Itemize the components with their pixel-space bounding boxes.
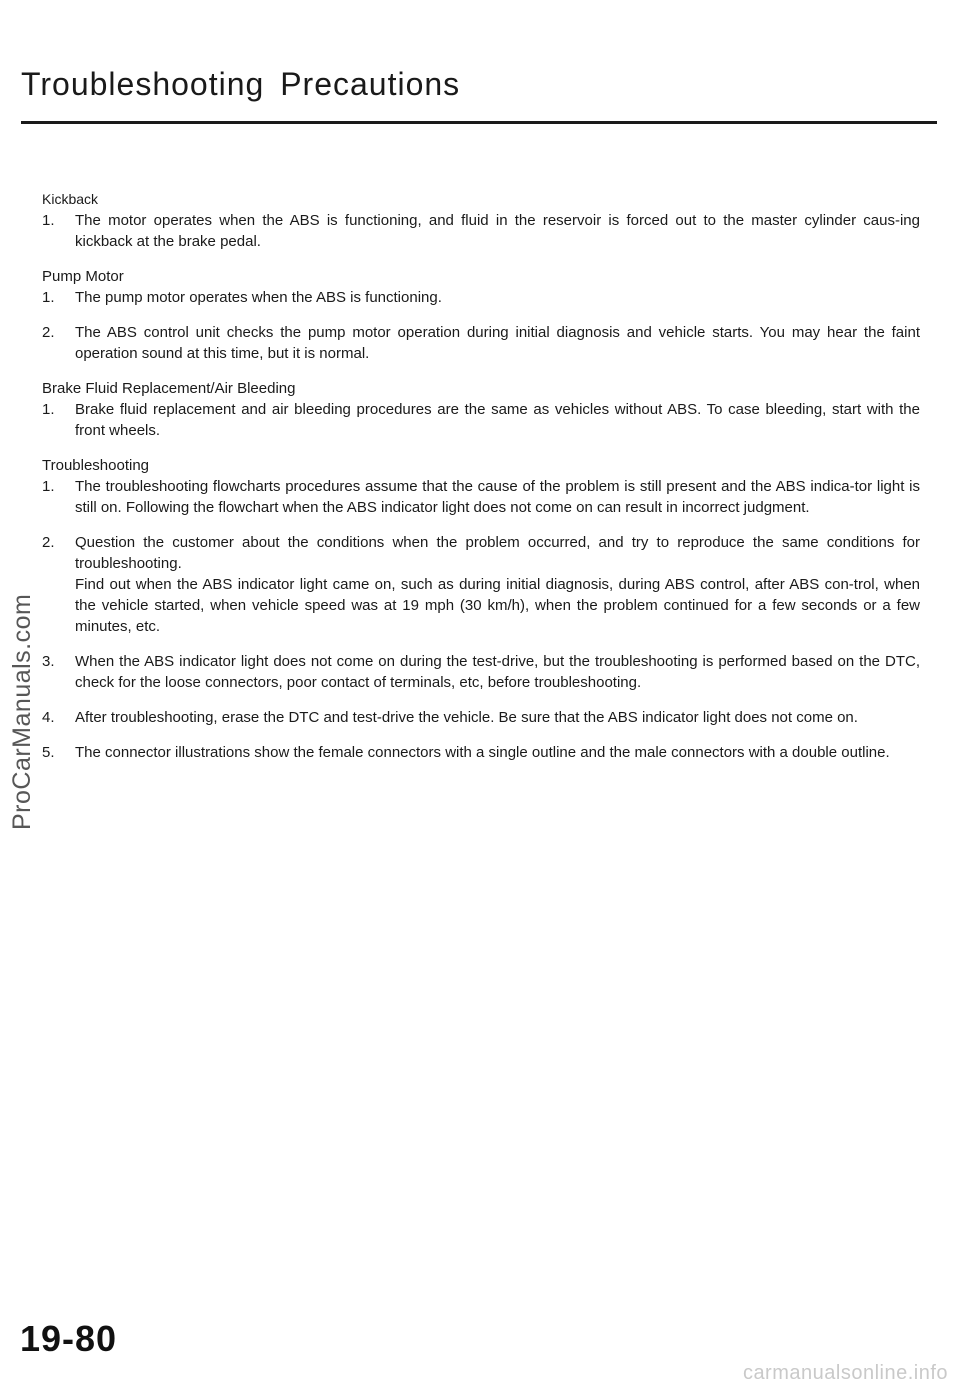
document-body [42,189,920,777]
item-text [75,399,920,441]
item-paragraph: After troubleshooting, erase the DTC and test-drive the vehicle. Be sure that the ABS indicator light does not come on. [75,709,858,726]
item-text [75,476,920,518]
list-item [42,742,920,763]
section [42,378,920,441]
section-heading: Kickback [42,191,99,207]
list-item [42,476,920,518]
item-paragraph: The ABS control unit checks the pump motor operation during initial diagnosis and vehicle starts. You may hear the faint operation sound at this time, but it is normal. [75,324,920,362]
section-heading: Brake Fluid Replacement/Air Bleeding [42,380,296,397]
list-item [42,532,920,637]
list-item [42,651,920,693]
item-number: 1. [42,478,55,495]
item-paragraph: The pump motor operates when the ABS is functioning. [75,289,442,306]
item-paragraph: The connector illustrations show the female connectors with a single outline and the male connectors with a double outline. [75,744,890,761]
item-text [75,742,920,763]
item-paragraph: The troubleshooting flowcharts procedures assume that the cause of the problem is still present and the ABS indica-tor light is still on. Following the flowchart when the ABS indicator light does not come on can result in incorrect judgment. [75,478,920,516]
title-rule [21,121,937,124]
item-text [75,532,920,637]
item-text [75,322,920,364]
section-heading: Troubleshooting [42,457,150,474]
item-paragraph: When the ABS indicator light does not come on during the test-drive, but the troubleshooting is performed based on the DTC, check for the loose connectors, poor contact of terminals, etc, before troubleshooting. [75,653,920,691]
item-paragraph: The motor operates when the ABS is functioning, and fluid in the reservoir is forced out to the master cylinder caus-ing kickback at the brake pedal. [75,212,920,250]
item-number: 3. [42,653,55,670]
footer-site-link[interactable]: carmanualsonline.info [742,1362,948,1384]
item-number: 2. [42,534,55,551]
item-text [75,210,920,252]
item-paragraph: Find out when the ABS indicator light came on, such as during initial diagnosis, during ABS control, after ABS con-trol, when the vehicle started, when vehicle speed was at 19 mph (30 km/h), when the problem continued for a few seconds or a few minutes, etc. [75,576,920,635]
list-item [42,707,920,728]
item-paragraph: Brake fluid replacement and air bleeding procedures are the same as vehicles without ABS. To case bleeding, start with the front wheels. [75,401,920,439]
item-paragraph: Question the customer about the conditions when the problem occurred, and try to reproduce the same conditions for troubleshooting. [75,534,920,572]
item-number: 1. [42,289,55,306]
item-text [75,651,920,693]
section-heading: Pump Motor [42,268,124,285]
item-number: 1. [42,212,55,229]
item-number: 1. [42,401,55,418]
item-text [75,287,920,308]
section [42,189,920,252]
item-text [75,707,920,728]
item-number: 5. [42,744,55,761]
page-number: 19-80 [20,1318,118,1359]
watermark: ProCarManuals.com [8,593,36,830]
item-number: 2. [42,324,55,341]
page-title: Troubleshooting Precautions [21,66,461,102]
list-item [42,322,920,364]
list-item [42,399,920,441]
section [42,455,920,763]
list-item [42,210,920,252]
section [42,266,920,364]
item-number: 4. [42,709,55,726]
list-item [42,287,920,308]
